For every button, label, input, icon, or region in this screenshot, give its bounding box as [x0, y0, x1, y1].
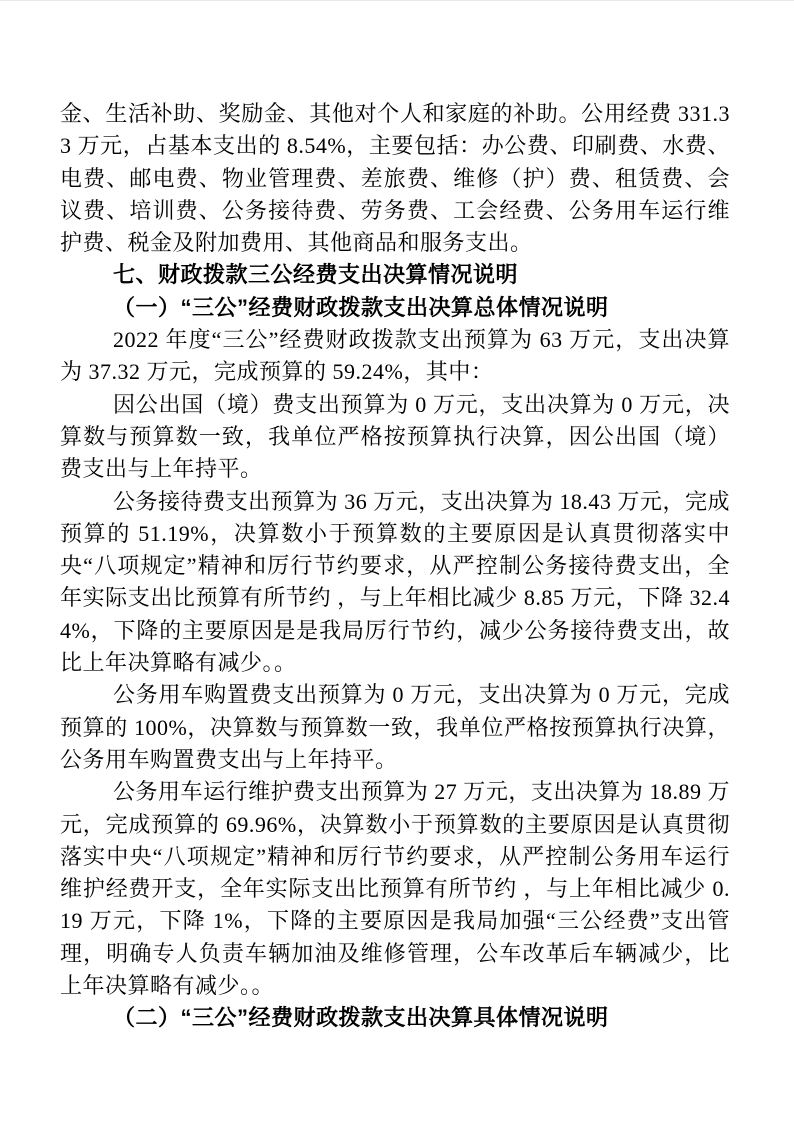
paragraph-2022-overall-budget: 2022 年度“三公”经费财政拨款支出预算为 63 万元，支出决算为 37.32 万元，完成预算的 59.24%，其中：: [60, 327, 730, 385]
heading-subsection-one-overall: （一）“三公”经费财政拨款支出决算总体情况说明: [113, 294, 609, 320]
document-content: [60, 98, 730, 1035]
paragraph-abroad-expense: 因公出国（境）费支出预算为 0 万元，支出决算为 0 万元，决算数与预算数一致，我单位严格按预算执行决算，因公出国（境）费支出与上年持平。: [60, 391, 730, 482]
paragraph-vehicle-purchase-expense: 公务用车购置费支出预算为 0 万元，支出决算为 0 万元，完成预算的 100%，决算数与预算数一致，我单位严格按预算执行决算，公务用车购置费支出与上年持平。: [60, 682, 730, 772]
paragraph-vehicle-operation-expense: 公务用车运行维护费支出预算为 27 万元，支出决算为 18.89 万元，完成预算的 69.96%，决算数小于预算数的主要原因是认真贯彻落实中央“八项规定”精神和厉行节约要求，从严控制公务用车运行维护经费开支，全年实际支出比预算有所节约 ，与上年相比减少 0.19 万元，下降 1%，下降的主要原因是我局加强“三公经费”支出管理，明确专人负责车辆加油及维修管理，公车改革后车辆减少，比上年决算略有减少。。: [60, 779, 730, 999]
paragraph-official-reception-expense: 公务接待费支出预算为 36 万元，支出决算为 18.43 万元，完成预算的 51.19%，决算数小于预算数的主要原因是认真贯彻落实中央“八项规定”精神和厉行节约要求，从严控制公务接待费支出，全年实际支出比预算有所节约 ，与上年相比减少 8.85 万元，下降 32.44%，下降的主要原因是是我局厉行节约，减少公务接待费支出，故比上年决算略有减少。。: [60, 488, 730, 676]
heading-subsection-two-detail: （二）“三公”经费财政拨款支出决算具体情况说明: [113, 1005, 609, 1031]
heading-section-seven: 七、财政拨款三公经费支出决算情况说明: [113, 262, 519, 288]
paragraph-basic-expense-continuation: 金、生活补助、奖励金、其他对个人和家庭的补助。公用经费 331.33 万元，占基本支出的 8.54%，主要包括：办公费、印刷费、水费、电费、邮电费、物业管理费、差旅费、维修（护）费、租赁费、会议费、培训费、公务接待费、劳务费、工会经费、公务用车运行维护费、税金及附加费用、其他商品和服务支出。: [60, 101, 730, 256]
